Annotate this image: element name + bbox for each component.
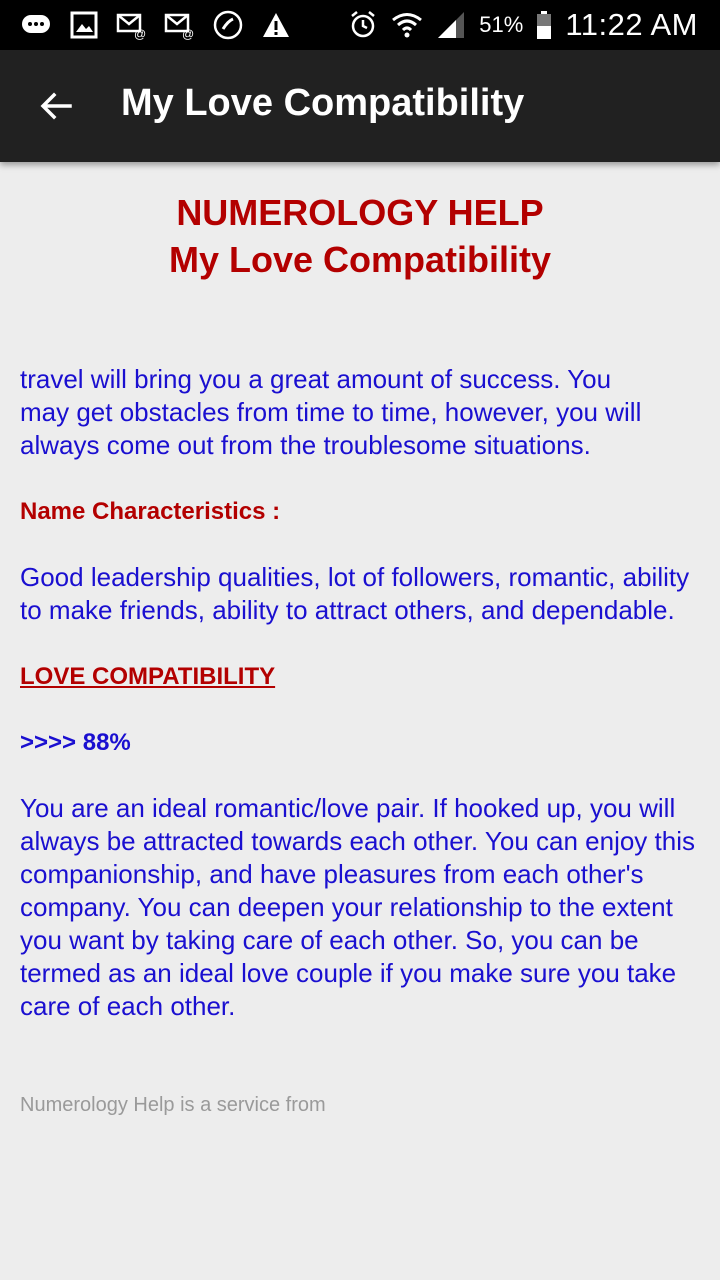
name-characteristics-text: Good leadership qualities, lot of followers, romantic, ability to make friends, ability to attract others, and dependable. — [20, 562, 690, 625]
alarm-icon — [347, 9, 379, 41]
image-icon — [68, 9, 100, 41]
wifi-icon — [391, 9, 423, 41]
name-characteristics-label: Name Characteristics : — [20, 498, 281, 525]
love-compatibility-text: You are an ideal romantic/love pair. If hooked up, you will always be attracted towards each other. You can enjoy this companionship, and have pleasures from each other's company. You can deepen your relationship to the extent you want by taking care of each other. So, you can be termed as an ideal love couple if you make sure you take care of each other. — [20, 793, 695, 1021]
chat-icon — [20, 9, 52, 41]
app-bar-title: My Love Compatibility — [121, 82, 525, 124]
intro-paragraph: may get obstacles from time to time, however, you will always come out from the troublesome situations. — [20, 397, 642, 460]
call-icon — [212, 9, 244, 41]
clock: 11:22 AM — [565, 7, 698, 42]
page-heading: NUMEROLOGY HELP — [176, 192, 544, 233]
status-bar — [0, 0, 720, 50]
system-status — [347, 6, 698, 44]
arrow-back-icon — [38, 88, 74, 124]
love-compatibility-label: LOVE COMPATIBILITY — [20, 663, 276, 690]
email-icon — [116, 9, 148, 41]
result-scroll-area[interactable] — [0, 364, 720, 1140]
footer-faded-text: Numerology Help is a service from — [20, 1094, 326, 1116]
app-bar — [0, 50, 720, 162]
warning-icon — [260, 9, 292, 41]
compatibility-percentage: >>>> 88% — [20, 729, 131, 756]
signal-icon — [435, 9, 467, 41]
battery-icon — [535, 9, 553, 41]
back-button[interactable] — [28, 78, 84, 134]
notification-icons — [20, 8, 292, 42]
svg-text:@: @ — [134, 27, 147, 41]
page-subheading: My Love Compatibility — [168, 239, 552, 280]
battery-percent: 51% — [479, 12, 524, 37]
email-icon — [164, 9, 196, 41]
cut-off-text: travel will bring you a great amount of success. You — [20, 364, 612, 394]
result-content — [20, 363, 700, 1122]
svg-text:@: @ — [182, 27, 195, 41]
